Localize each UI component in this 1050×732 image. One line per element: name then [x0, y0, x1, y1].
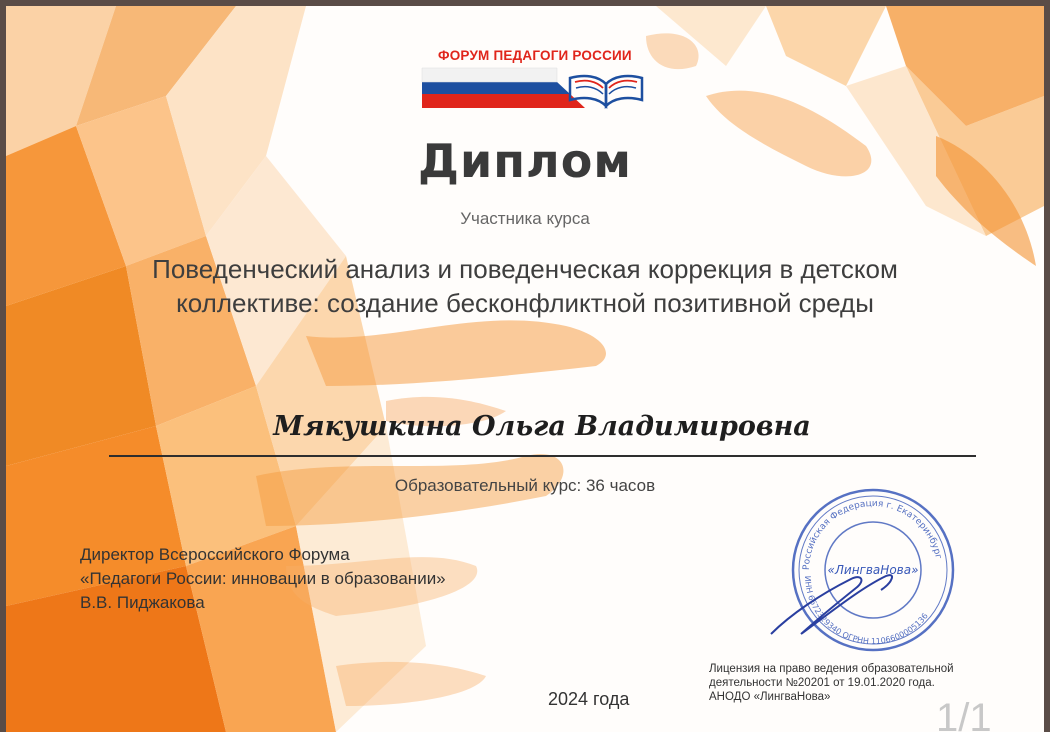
course-title-line: коллективе: создание бесконфликтной позитивной среды [176, 288, 874, 318]
diploma-subtitle: Участника курса [460, 209, 590, 228]
forum-name: «Педагоги России: инновации в образовании» [80, 569, 446, 588]
director-signature-block [80, 543, 446, 615]
recipient-name: Мякушкина Ольга Владимировна [273, 411, 811, 442]
issue-year: 2024 года [548, 689, 630, 709]
book-icon [570, 76, 642, 106]
license-line: Лицензия на право ведения образовательной [709, 663, 954, 675]
license-line: деятельности №20201 от 19.01.2020 года. [709, 677, 935, 689]
course-hours: Образовательный курс: 36 часов [394, 476, 656, 495]
director-name: В.В. Пиджакова [80, 593, 205, 612]
stamp-ring-top: Российская Федерация г. Екатеринбург [801, 498, 944, 571]
stamp-ring-bottom: ИНН 6672329340 ОГРНН 1106600005136 [802, 575, 930, 646]
official-stamp [761, 484, 986, 656]
director-title: Директор Всероссийского Форума [80, 545, 350, 564]
page-number: 1/1 [936, 696, 992, 732]
license-line: АНОДО «ЛингваНова» [709, 691, 831, 703]
diploma-title: Диплом [418, 134, 632, 188]
stamp-center: «ЛингваНова» [827, 563, 919, 577]
svg-text:Российская Федерация г. Екатер [802, 499, 943, 570]
name-underline [109, 455, 976, 457]
logo-text: ФОРУМ ПЕДАГОГИ РОССИИ [438, 48, 632, 63]
course-title [66, 252, 984, 320]
course-title-line: Поведенческий анализ и поведенческая коррекция в детском [152, 254, 898, 284]
